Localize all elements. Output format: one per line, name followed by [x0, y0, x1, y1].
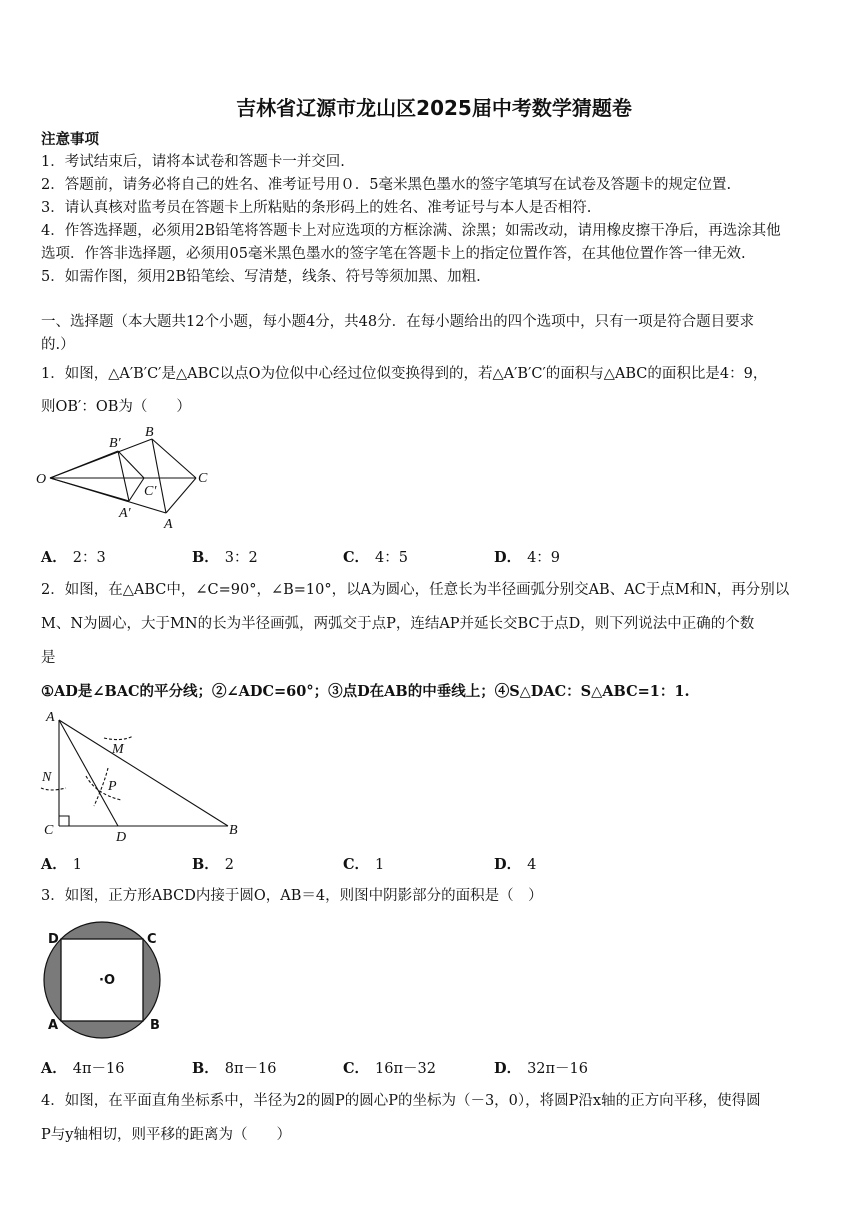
- notice-item-4-cont: 选项．作答非选择题，必须用05毫米黑色墨水的签字笔在答题卡上的指定位置作答，在其他位置作答一律无效.: [41, 246, 746, 262]
- q2-stem-line3: 是: [41, 650, 56, 666]
- q1-label-o: O: [36, 472, 47, 487]
- q1-label-c: C: [198, 471, 208, 486]
- q1-stem-line1: 1．如图，△A′B′C′是△ABC以点O为位似中心经过位似变换得到的，若△A′B′C′的面积与△ABC的面积比是4：9，: [41, 366, 768, 382]
- option-text: 4：5: [375, 550, 408, 566]
- option-text: 8π－16: [224, 1061, 277, 1077]
- option-label: B．: [192, 1060, 219, 1077]
- q2-label-n: N: [42, 770, 52, 785]
- option-label: A．: [41, 856, 67, 873]
- option-label: C．: [343, 549, 370, 566]
- q3-label-b: B: [150, 1018, 160, 1033]
- q3-figure: [36, 920, 176, 1042]
- q3-label-c: C: [147, 932, 157, 947]
- q3-option-b[interactable]: [192, 1057, 276, 1078]
- q2-label-d: D: [116, 830, 127, 844]
- option-text: 1: [72, 857, 82, 873]
- q1-figure: [36, 425, 226, 535]
- q3-option-a[interactable]: [41, 1057, 124, 1078]
- notice-item-4: 4．作答选择题，必须用2B铅笔将答题卡上对应选项的方框涂满、涂黑；如需改动，请用橡皮擦干净后，再选涂其他: [41, 223, 781, 239]
- q1-option-a[interactable]: [41, 546, 106, 567]
- q2-label-m: M: [112, 742, 124, 757]
- option-label: C．: [343, 856, 370, 873]
- q2-option-a[interactable]: [41, 853, 82, 874]
- notice-item-3: 3．请认真核对监考员在答题卡上所粘贴的条形码上的姓名、准考证号与本人是否相符.: [41, 200, 592, 216]
- option-label: B．: [192, 549, 219, 566]
- q3-option-c[interactable]: [343, 1057, 436, 1078]
- q1-option-d[interactable]: [494, 546, 560, 567]
- q2-figure: [36, 708, 246, 844]
- q2-stem-line1: 2．如图，在△ABC中，∠C=90°，∠B=10°，以A为圆心，任意长为半径画弧分别交AB、AC于点M和N，再分别以: [41, 582, 790, 598]
- q1-label-a: A: [164, 517, 173, 532]
- option-label: D．: [494, 856, 522, 873]
- q2-label-p: P: [108, 779, 117, 794]
- q3-label-a: A: [48, 1018, 59, 1033]
- option-label: B．: [192, 856, 219, 873]
- q3-option-d[interactable]: [494, 1057, 588, 1078]
- q1-option-c[interactable]: [343, 546, 408, 567]
- q2-label-c: C: [44, 823, 54, 838]
- option-text: 16π－32: [375, 1061, 436, 1077]
- q3-label-o: ·O: [99, 973, 115, 988]
- section-heading-line2: 的.）: [41, 337, 75, 353]
- option-text: 2: [224, 857, 234, 873]
- q2-label-b: B: [229, 823, 238, 838]
- q2-option-c[interactable]: [343, 853, 384, 874]
- notice-item-5: 5．如需作图，须用2B铅笔绘、写清楚，线条、符号等须加黑、加粗.: [41, 269, 481, 285]
- q3-stem: 3．如图，正方形ABCD内接于圆O，AB＝4，则图中阴影部分的面积是（ ）: [41, 888, 543, 904]
- q4-stem-line1: 4．如图，在平面直角坐标系中，半径为2的圆P的圆心P的坐标为（－3，0），将圆P沿x轴的正方向平移，使得圆: [41, 1093, 761, 1109]
- q1-label-a-prime: A′: [119, 506, 131, 521]
- option-text: 4π－16: [72, 1061, 125, 1077]
- option-text: 32π－16: [527, 1061, 589, 1077]
- option-text: 2：3: [72, 550, 106, 566]
- notice-heading: 注意事项: [41, 131, 99, 148]
- option-label: A．: [41, 1060, 67, 1077]
- option-label: C．: [343, 1060, 370, 1077]
- notice-item-2: 2．答题前，请务必将自己的姓名、准考证号用０．5毫米黑色墨水的签字笔填写在试卷及答题卡的规定位置.: [41, 177, 732, 193]
- q1-stem-line2: 则OB′：OB为（ ）: [41, 399, 191, 415]
- q3-label-d: D: [48, 932, 59, 947]
- option-text: 4: [527, 857, 537, 873]
- q2-option-b[interactable]: [192, 853, 234, 874]
- option-label: A．: [41, 549, 67, 566]
- q1-label-c-prime: C′: [144, 484, 157, 499]
- option-label: D．: [494, 549, 522, 566]
- q2-option-d[interactable]: [494, 853, 536, 874]
- option-text: 3：2: [224, 550, 258, 566]
- section-heading-line1: 一、选择题（本大题共12个小题，每小题4分，共48分．在每小题给出的四个选项中，只有一项是符合题目要求: [41, 314, 755, 330]
- notice-item-1: 1．考试结束后，请将本试卷和答题卡一并交回.: [41, 154, 345, 170]
- q1-option-b[interactable]: [192, 546, 258, 567]
- q1-label-b-prime: B′: [109, 436, 121, 451]
- q2-label-a: A: [46, 710, 55, 725]
- q4-stem-line2: P与y轴相切，则平移的距离为（ ）: [41, 1127, 291, 1143]
- q2-stem-line2: M、N为圆心，大于MN的长为半径画弧，两弧交于点P，连结AP并延长交BC于点D，则下列说法中正确的个数: [41, 616, 755, 632]
- page-title: 吉林省辽源市龙山区2025届中考数学猜题卷: [236, 96, 632, 120]
- q1-label-b: B: [145, 425, 154, 440]
- q2-statements: ①AD是∠BAC的平分线；②∠ADC=60°；③点D在AB的中垂线上；④S△DAC：S△ABC=1：1.: [41, 683, 690, 700]
- option-text: 1: [375, 857, 385, 873]
- option-label: D．: [494, 1060, 522, 1077]
- option-text: 4：9: [527, 550, 561, 566]
